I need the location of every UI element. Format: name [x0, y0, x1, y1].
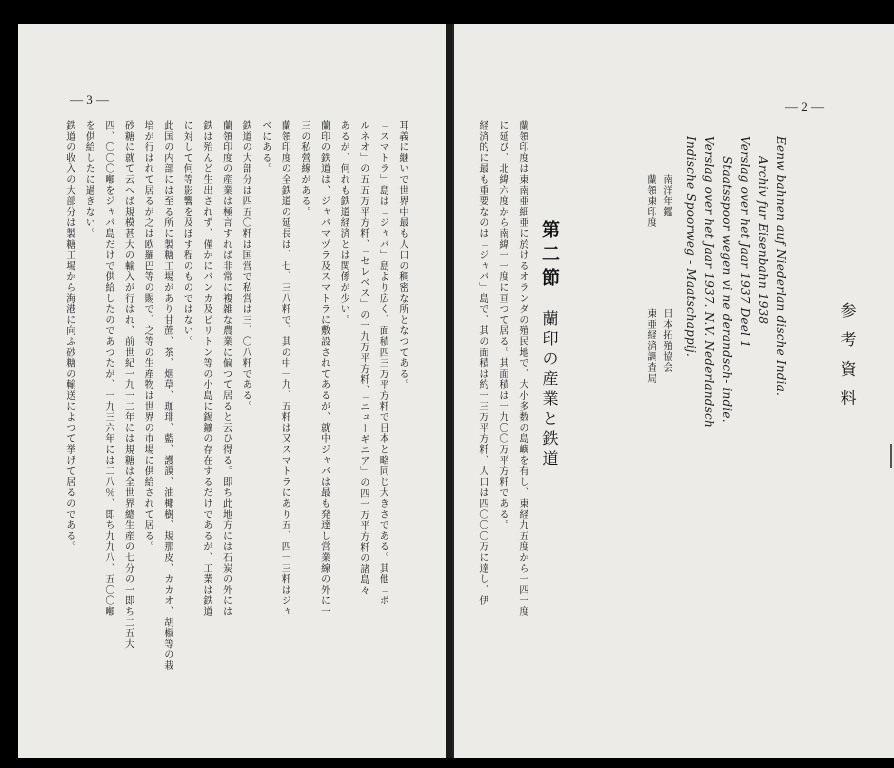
section-heading: 第二節 [539, 220, 560, 292]
right-page [452, 24, 894, 758]
page-number: — 3 — [70, 92, 109, 107]
reference-entry: Staatsspoor wegen vi ne derandsch- indie. [720, 156, 734, 423]
reference-source: 南洋年鑑 [661, 174, 672, 218]
text-column: ルネオ」の五五万平方粁、「セレベス」の一九万平方粁、「ニューギニア」の四一万平方粁の諸島々 [357, 120, 369, 596]
text-column: 蘭領印度は東南亜細亜に於けるオランダの殖民地で、大小多数の島嶼を有し、東経九五度から一四一度 [517, 120, 528, 617]
text-column: 耳義に継いで世界中最も人口の稠密な所となつてある。 [397, 120, 408, 390]
text-column: 四、〇〇〇噸をジャバ島だけで供給したのであつたが、一九三六年には二八％、即ち九九八、五〇〇噸 [103, 120, 114, 617]
text-column: 鉄は殆んど生出されず、僅かにバンカ及ビリトン等の小島に錫鑛の存在するだけであるが、工業は鉄道 [201, 120, 212, 617]
reference-entry: Indische Spoorweg - Maatschappij. [684, 136, 698, 357]
text-column: に対して何等影響を及ぼす程のものではない。 [181, 120, 193, 347]
reference-source: 日本拓殖協会 [661, 308, 672, 373]
text-column: 経済的に最も重要なのは「ジャバ」島で、其の面積は約一三万平方粁、人口は四〇〇〇万に達し、伊 [477, 120, 488, 606]
text-column: 砂糖に就て云へば規模甚大の輸入が行はれ、前世紀一九一二年には規糖は全世界總生産の七分の一即ち二五大 [122, 120, 134, 650]
reference-entry: Verslag over het Jaar 1937. N.V. Nederlandsch [702, 136, 716, 428]
text-column: 鉄道の大部分は四五〇粁は国営で私営は三、〇八粁である。 [240, 120, 252, 412]
text-column: 此国の内部には至る所に製糖工場があり甘蔗、茶、烟草、珈琲、藍、護謨、油椰樹、規那皮、カカオ、胡椒等の栽 [161, 120, 173, 671]
reference-entry: Eenw bahnen auf Niederlan dische India. [774, 136, 788, 397]
page-number: — 2 — [785, 99, 824, 114]
left-page [18, 24, 446, 758]
text-column: 培が行はれて居るが之は欧羅巴等の賜で、之等の生産物は世界の市場に供給されて居る。 [142, 120, 154, 552]
text-column: あるが、何れも鉄道経済とは関係が少い。 [338, 120, 350, 326]
section-title: 蘭印の産業と鉄道 [540, 310, 559, 470]
reference-entry: Archiv fur Eisenbahn 1938 [756, 156, 770, 325]
text-column: ベにある。 [259, 120, 271, 174]
text-column: 蘭印の鉄道は、ジャバマヅラ及スマトラに敷設されてあるが、就中ジャバは最も発達し営業線の外に一 [318, 120, 330, 617]
text-column: 三の私營線がある。 [299, 120, 310, 218]
text-column: 蘭領印度の全鉄道の延長は、七、三八粁で、其の中一九、五粁は又スマトラにあり五、四一三粁はジャ [279, 120, 291, 617]
reference-source: 東亜経済調査局 [645, 308, 656, 384]
text-column: に延び、北緯六度から南緯一一度に亘つて居る。其面積は一九〇〇万平方粁である。 [497, 120, 508, 531]
reference-source: 蘭領東印度 [645, 174, 656, 228]
margin-mark [890, 444, 892, 468]
text-column: 蘭領印度の産業は極言すれば非常に複雑な農業に偏つて居ると云ひ得る。即ち此地方には石炭の外には [220, 120, 232, 617]
text-column: 「スマトラ」島は「ジャバ」島より広く、面積四三万平方粁で日本と略同じ大きさである。其他「ボ [377, 120, 389, 606]
references-heading: 参 考 資 料 [838, 302, 857, 410]
text-column: 鉄道の收入の大部分は製糖工場から海港に向ふ砂糖の輸送によつて挙げて居るのである。 [63, 120, 75, 552]
reference-entry: Verslag over het Jaar 1937 Deel 1 [738, 136, 752, 348]
text-column: を供給したに過ぎない。 [83, 120, 95, 239]
